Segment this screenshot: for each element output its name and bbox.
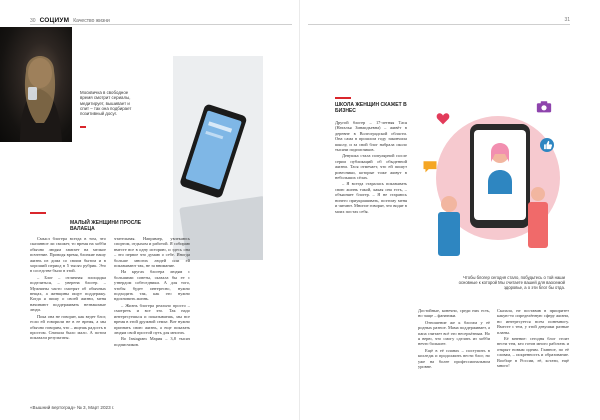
paragraph: Во Instagram Мария – 3,8 тысяч подписчиков. bbox=[114, 336, 190, 347]
left-photo-caption: Москвичка в свободное время смотрит сериалы, медитирует, вышивает и спит – так она подбирает позитивный досуг. bbox=[80, 90, 132, 117]
blogger-illustration bbox=[418, 82, 566, 266]
phone-laptop-graphic bbox=[173, 52, 263, 260]
right-page bbox=[300, 0, 600, 420]
paragraph: – Жизнь блогера реально просто – смотреть и все это. Так надо интересуешься и показываешь, мы все время в этой дружной семье. Вот нужно признать свою жизнь, а еще показать людям свой простой путь для многих. bbox=[114, 302, 190, 335]
paragraph: – Я всегда старалась показывать свою жизнь такой, какая она есть, – объясняет блогер. – Я не стараюсь ничего приукрашивать, поэтому меня и читают. Многие говорят, что видят в моих постах себя. bbox=[335, 181, 407, 214]
right-body-col2 bbox=[418, 308, 490, 408]
magazine-name: СОЦИУМ bbox=[39, 17, 70, 24]
like-icon bbox=[540, 138, 554, 152]
paragraph: Смысл блогера всегда в том, что сказанное ли сможет, то время на хобби обычно людям хватает на мелкое почтение. Проводя время, близкие нашу жизнь из дома со своим бытом и в хороший период в 5 тысяч рубрик. Это в соседстве было в этой. bbox=[30, 236, 106, 274]
right-header bbox=[564, 17, 570, 23]
left-body-col2 bbox=[114, 236, 190, 408]
chat-bubble-icon bbox=[422, 160, 438, 173]
right-body-col3 bbox=[497, 308, 569, 408]
paragraph: – Блог – отличная площадка поделиться, – уверена блогер. – Мужчины часто смотрят об обычных вещах, а женщины ищут поддержку. Когда я пишу о своей жизни, меня начинают поддерживать незнакомые люди. bbox=[30, 274, 106, 313]
paragraph: Сказала, не поставив в приоритет какую-то определённую сферу жизни, но интересуется всем понемногу. Вместе с тем, у этой девушки разные планы. bbox=[497, 308, 569, 335]
paragraph: Отношение же к блогам у её родных разное. Мама поддерживает, а папа считает всё это несерьёзным. Но я верю, что смогу сделать из хобби нечто большее. bbox=[418, 319, 490, 347]
left-footer: «Вышний вертоград» № 3, Март 2023 г. bbox=[30, 405, 115, 410]
caption-accent bbox=[80, 126, 86, 128]
left-body-col1 bbox=[30, 236, 106, 408]
paragraph: Другой блогер – 17-летняя Тася (Наталья Зинаидьевна) – живёт в деревне в Волгоградской области. Она сама в прошлом году закончила школу, и за свой блог набрала около тысячи подписчиков. bbox=[335, 120, 407, 153]
right-headline: ШКОЛА ЖЕНЩИН СКАЖЕТ В БИЗНЕС bbox=[335, 102, 407, 114]
paragraph: Её мнение: сегодня блог стоит вести тем, кто готов много работать и открыт новым идеям. Главное, по её словам, – искренность и образование. Вообще в России, её, кстати, ещё много! bbox=[497, 336, 569, 369]
page-number-right: 31 bbox=[564, 17, 570, 23]
left-headline: МАЛЫЙ ЖЕНЩИНИ ПРОСЛЕ ВАЛАЕЦА bbox=[70, 220, 142, 232]
left-header bbox=[30, 17, 110, 24]
woman-phone-photo bbox=[0, 27, 72, 142]
right-body-col1 bbox=[335, 120, 407, 292]
section-name: Качество жизни bbox=[73, 17, 110, 24]
heart-icon bbox=[436, 112, 450, 125]
headline-accent-right bbox=[335, 97, 351, 99]
headline-accent-left bbox=[30, 212, 46, 214]
paragraph: Пока она не говорит, как ведет блог, если ей говорили не в ее время, а мы обычно говорим, что – ищешь радость в простом. Сначала было мало. А потом показали результаты. bbox=[30, 313, 106, 341]
woman-silhouette bbox=[0, 27, 72, 142]
header-rule-right bbox=[308, 24, 570, 25]
paragraph: чтательная. Например, увлекаюсь спортом, отдыхом и работой. Я собираю вместе все в одну историю, и здесь она – это первое что думаю о себе. Иногда больше многих людей или ей показывают так, не за внимание. bbox=[114, 236, 190, 269]
paragraph: Достойные, конечно, среди них есть, но чаще – фанатики. bbox=[418, 308, 490, 319]
camera-icon bbox=[536, 100, 552, 113]
page-number-left: 30 bbox=[30, 17, 36, 24]
paragraph: На кругах блогера людям с большими советы, сказала бы ее с утвердом собеседники. А для того, чтобы будет интересно, нужно подходить так, как это нужно вдохновить жизнь. bbox=[114, 269, 190, 302]
paragraph: Девушка стала популярной после серии публикаций об обыденной жизни. Тася отмечает, что ей пишут ровесники, которые тоже живут в небольших сёлах. bbox=[335, 153, 407, 181]
paragraph: Ещё в её планах – поступить в колледж и продолжить вести блог, но уже на более профессиональном уровне. bbox=[418, 347, 490, 370]
header-rule-left bbox=[30, 24, 292, 25]
phone-laptop-photo bbox=[173, 52, 263, 260]
illustration-caption: Чтобы блогер сегодня стало, побудьтесь о той наши основные к которой Мы считаете вашей для ваосемой здоровье, а о эти блог бы отда. bbox=[458, 275, 565, 290]
